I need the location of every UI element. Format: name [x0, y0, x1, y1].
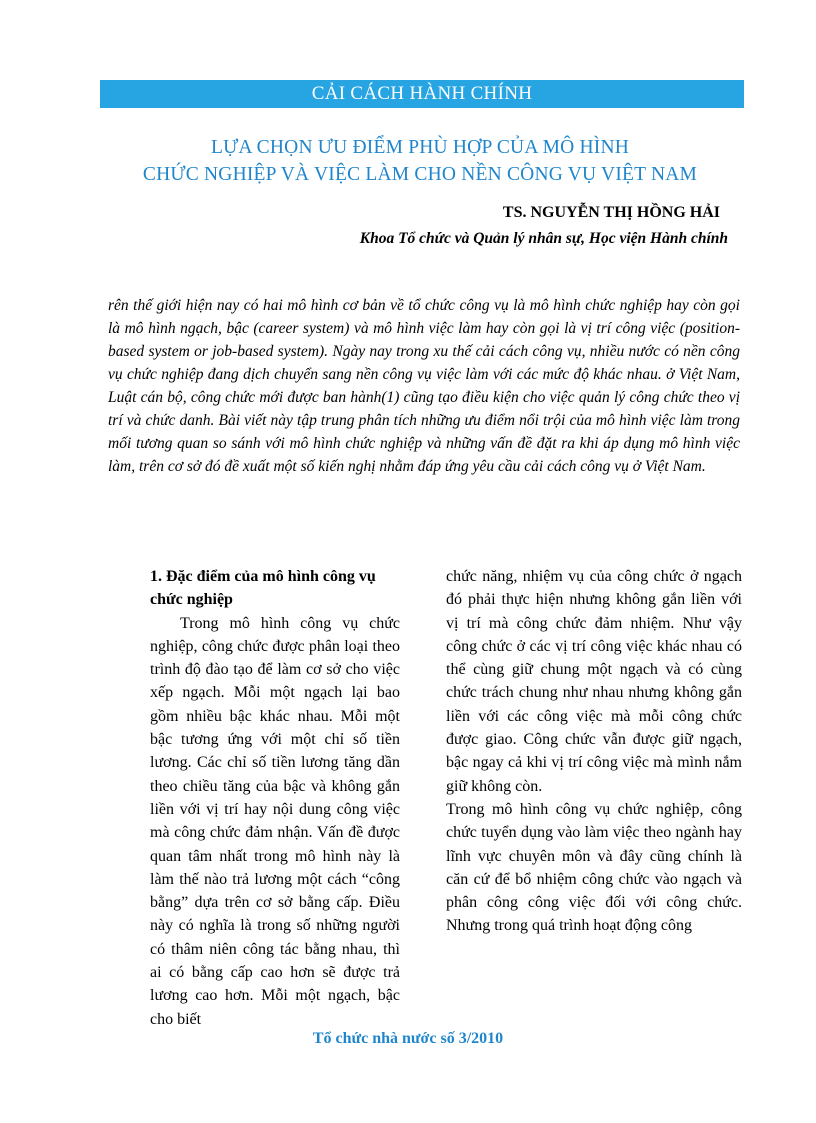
body-paragraph: Trong mô hình công vụ chức nghiệp, công chức tuyển dụng vào làm việc theo ngành hay lĩnh vực chuyên môn và đây cũng chính là căn cứ để bổ nhiệm công chức vào ngạch và phân công công việc đối với công chức. Nhưng trong quá trình hoạt động công: [446, 800, 742, 935]
abstract: rên thế giới hiện nay có hai mô hình cơ bản về tổ chức công vụ là mô hình chức nghiệp hay còn gọi là mô hình ngạch, bậc (career system) và mô hình việc làm hay còn gọi là vị trí công việc (position-based system or job-based system). Ngày nay trong xu thế cải cách công vụ, nhiều nước có nền công vụ chức nghiệp đang dịch chuyển sang nền công vụ việc làm với các mức độ khác nhau. ở Việt Nam, Luật cán bộ, công chức mới được ban hành(1) cũng tạo điều kiện cho việc quản lý công chức theo vị trí và chức danh. Bài viết này tập trung phân tích những ưu điểm nổi trội của mô hình việc làm trong mối tương quan so sánh với mô hình chức nghiệp và những vấn đề đặt ra khi áp dụng mô hình việc làm, trên cơ sở đó đề xuất một số kiến nghị nhằm đáp ứng yêu cầu cải cách công vụ ở Việt Nam.: [108, 297, 740, 475]
body-paragraph: chức năng, nhiệm vụ của công chức ở ngạch đó phải thực hiện nhưng không gắn liền với vị trí mà công chức đảm nhiệm. Như vậy công chức ở các vị trí công việc khác nhau có thể cùng giữ chung một ngạch và có cùng chức trách chung như nhau nhưng không gắn liền với các công việc mà mỗi công chức được giao. Công chức vẫn được giữ ngạch, bậc ngay cả khi vị trí công việc mà mình nắm giữ không còn.: [446, 568, 742, 795]
body-paragraph: Trong mô hình công vụ chức nghiệp, công chức được phân loại theo trình độ đào tạo để làm cơ sở cho việc xếp ngạch. Mỗi một ngạch lại bao gồm nhiều bậc khác nhau. Mỗi một bậc tương ứng với một chỉ số tiền lương. Các chỉ số tiền lương tăng dần theo chiều tăng của bậc và không gắn liền với vị trí hay nội dung công việc mà công chức đảm nhận. Vấn đề được quan tâm nhất trong mô hình này là làm thế nào trả lương một cách “công bằng” dựa trên cơ sở bằng cấp. Điều này có nghĩa là trong số những người có thâm niên công tác bằng nhau, thì ai có bằng cấp cao hơn sẽ được trả lương cao hơn. Mỗi một ngạch, bậc cho biết: [150, 614, 400, 1028]
title-line-1: LỰA CHỌN ƯU ĐIỂM PHÙ HỢP CỦA MÔ HÌNH: [210, 137, 630, 158]
section-banner: CẢI CÁCH HÀNH CHÍNH: [100, 80, 744, 108]
left-column: [150, 565, 400, 1031]
title-line-2: CHỨC NGHIỆP VÀ VIỆC LÀM CHO NỀN CÔNG VỤ VIỆT NAM: [142, 164, 698, 185]
author-name: TS. NGUYỄN THỊ HỒNG HẢI: [502, 204, 720, 221]
right-column: [446, 565, 742, 938]
page-footer: Tổ chức nhà nước số 3/2010: [312, 1030, 504, 1047]
author-affiliation: Khoa Tổ chức và Quản lý nhân sự, Học viện Hành chính: [359, 230, 728, 247]
article-title: [60, 134, 780, 188]
section-heading: 1. Đặc điểm của mô hình công vụ chức nghiệp: [150, 568, 376, 609]
